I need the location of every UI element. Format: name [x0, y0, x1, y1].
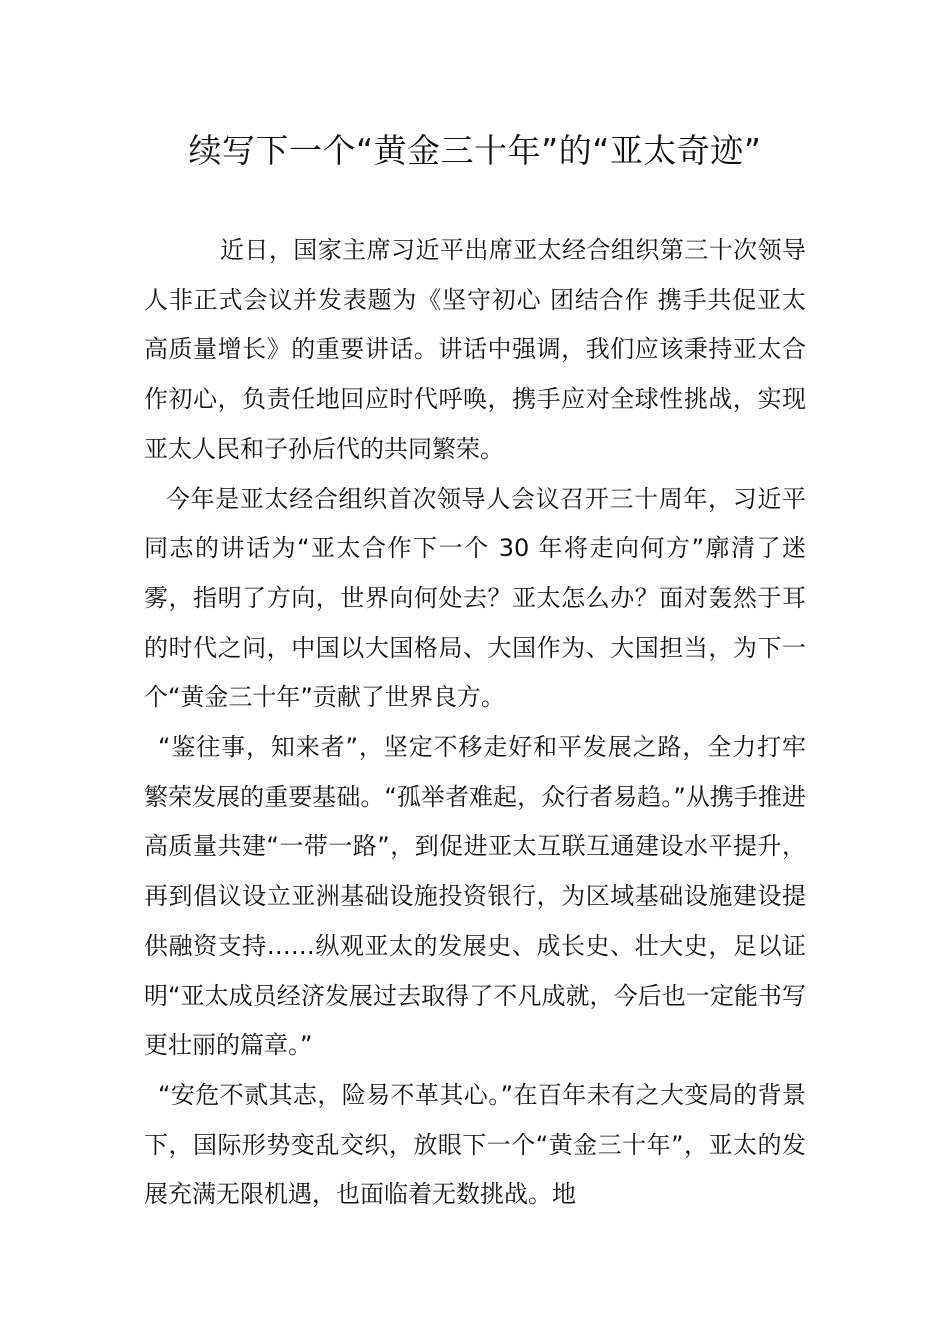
document-title: 续写下一个“黄金三十年”的“亚太奇迹”	[188, 131, 762, 170]
document-body	[144, 226, 806, 1220]
paragraph-3: “鉴往事，知来者”，坚定不移走好和平发展之路，全力打牢繁荣发展的重要基础。“孤举者难起，众行者易趋。”从携手推进高质量共建“一带一路”，到促进亚太互联互通建设水平提升，再到倡议设立亚洲基础设施投资银行，为区域基础设施建设提供融资支持……纵观亚太的发展史、成长史、壮大史，足以证明“亚太成员经济发展过去取得了不凡成就，今后也一定能书写更壮丽的篇章。”	[144, 733, 806, 1060]
paragraph-2: 今年是亚太经合组织首次领导人会议召开三十周年，习近平同志的讲话为“亚太合作下一个 30 年将走向何方”廓清了迷雾，指明了方向，世界向何处去？亚太怎么办？面对轰然于耳的时代之问，中国以大国格局、大国作为、大国担当，为下一个“黄金三十年”贡献了世界良方。	[144, 484, 806, 712]
paragraph-4: “安危不贰其志，险易不革其心。”在百年未有之大变局的背景下，国际形势变乱交织，放眼下一个“黄金三十年”，亚太的发展充满无限机遇，也面临着无数挑战。地	[144, 1080, 806, 1209]
paragraph-1: 近日，国家主席习近平出席亚太经合组织第三十次领导人非正式会议并发表题为《坚守初心 团结合作 携手共促亚太高质量增长》的重要讲话。讲话中强调，我们应该秉持亚太合作初心，负责任地回应时代呼唤，携手应对全球性挑战，实现亚太人民和子孙后代的共同繁荣。	[144, 236, 806, 463]
